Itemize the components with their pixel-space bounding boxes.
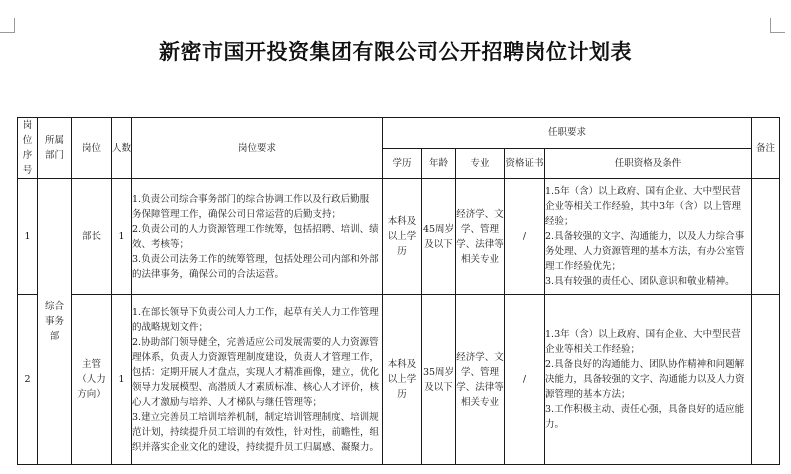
row-duties: 1.负责公司综合事务部门的综合协调工作以及行政后勤服 务保障管理工作，确保公司日常运营的后勤支持； 2.负责公司的人力资源管理工作统筹，包括招聘、培训、绩 效、考核等； 3.负责公司法务工作的统筹管理，包括处理公司内部和外部 的法律事务，确保公司的合法运营。 xyxy=(132,179,383,295)
page-corner-mark-right xyxy=(770,18,785,33)
header-duties: 岗位要求 xyxy=(132,118,383,179)
row-education: 本科及 以上学 历 xyxy=(383,179,422,295)
header-seq: 岗 位 序 号 xyxy=(18,118,38,179)
header-age: 年龄 xyxy=(422,148,456,179)
table-row xyxy=(18,179,780,295)
header-remarks: 备注 xyxy=(752,118,780,179)
department-cell: 综合 事务 部 xyxy=(38,179,72,465)
header-qualifications: 任职资格及条件 xyxy=(545,148,752,179)
row-count: 1 xyxy=(112,179,132,295)
row-education: 本科及 以上学 历 xyxy=(383,295,422,465)
page-title: 新密市国开投资集团有限公司公开招聘岗位计划表 xyxy=(159,39,632,64)
row-age: 35周岁 及以下 xyxy=(422,295,456,465)
row-seq: 1 xyxy=(18,179,38,295)
row-seq: 2 xyxy=(18,295,38,465)
row-remarks xyxy=(752,179,780,295)
header-requirements-group: 任职要求 xyxy=(383,118,752,149)
page-corner-mark-left xyxy=(0,18,15,33)
header-count: 人数 xyxy=(112,118,132,179)
row-certificate: / xyxy=(505,179,545,295)
row-position: 主管 （人力 方向） xyxy=(72,295,112,465)
header-position: 岗位 xyxy=(72,118,112,179)
recruitment-plan-table xyxy=(17,117,780,465)
header-education: 学历 xyxy=(383,148,422,179)
row-remarks xyxy=(752,295,780,465)
header-certificate: 资格证书 xyxy=(505,148,545,179)
header-department: 所属 部门 xyxy=(38,118,72,179)
row-qualifications: 1.3年（含）以上政府、国有企业、大中型民营 企业等相关工作经验； 2.具备良好的沟通能力、团队协作精神和问题解 决能力，具备较强的文字、沟通能力以及人力资 源管理的基本方法； 3.工作积极主动、责任心强，具备良好的适应能 力。 xyxy=(545,295,752,465)
table-row xyxy=(18,295,780,465)
row-major: 经济学、文 学、管理 学、法律等 相关专业 xyxy=(456,179,505,295)
row-duties: 1.在部长领导下负责公司人力工作，起草有关人力工作管理 的战略规划文件； 2.协助部门领导健全，完善适应公司发展需要的人力资源管 理体系，负责人力资源管理制度建设，负责人才管理工作， 包括：定期开展人才盘点，实现人才精准画像，建立，优化 领导力发展模型、高潜质人才素质标准、核心人才评价，核 心人才激励与培养、人才梯队与继任管理等； 3.建立完善员工培训培养机制，制定培训管理制度、培训规 范计划，持续提升员工培训的有效性，针对性，前瞻性，组 织并落实企业文化的建设，持续提升员工归属感、凝聚力。 xyxy=(132,295,383,465)
row-certificate: / xyxy=(505,295,545,465)
row-position: 部长 xyxy=(72,179,112,295)
row-count: 1 xyxy=(112,295,132,465)
row-qualifications: 1.5年（含）以上政府、国有企业、大中型民营 企业等相关工作经验，其中3年（含）以上管理 经验； 2.具备较强的文字、沟通能力，以及人力综合事 务处理、人力资源管理的基本方法，有办公室管 理工作经验优先； 3.具有较强的责任心、团队意识和敬业精神。 xyxy=(545,179,752,295)
header-major: 专业 xyxy=(456,148,505,179)
row-age: 45周岁 及以下 xyxy=(422,179,456,295)
header-row-1 xyxy=(18,118,780,149)
row-major: 经济学、文 学、管理 学、法律等 相关专业 xyxy=(456,295,505,465)
